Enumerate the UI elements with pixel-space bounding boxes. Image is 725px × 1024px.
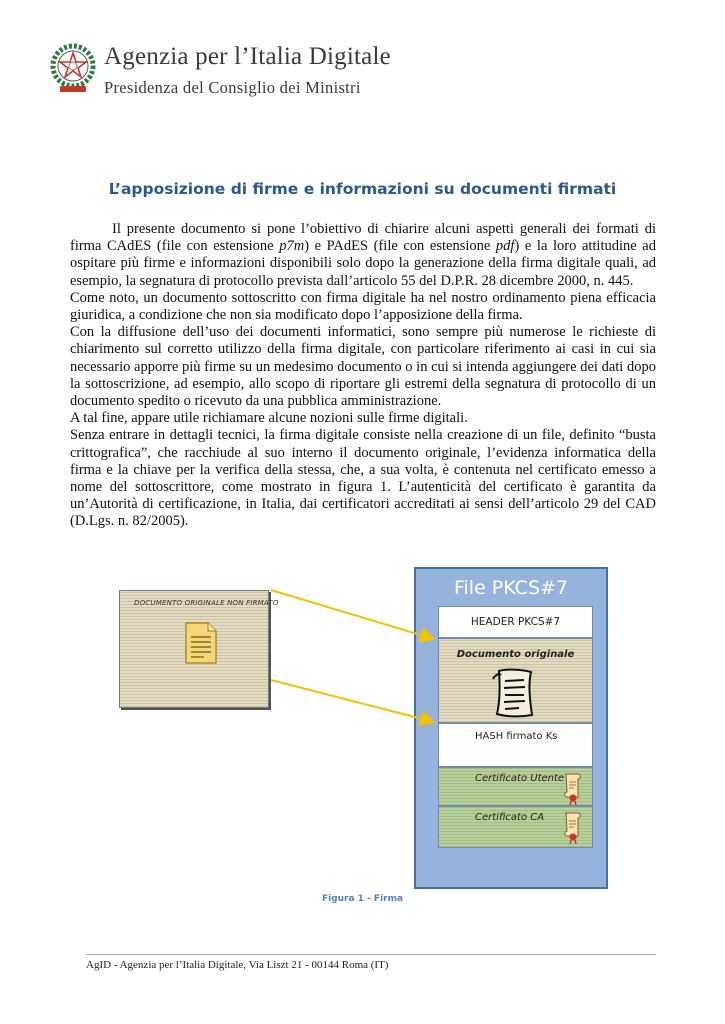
italian-emblem-logo xyxy=(48,40,98,96)
user-certificate-label: Certificato Utente xyxy=(475,773,565,784)
hash-box: HASH firmato Ks xyxy=(438,723,593,767)
connector-arrows xyxy=(0,560,725,910)
signature-diagram xyxy=(0,560,725,910)
paragraph-intro-part: ) e la loro attitudine ad ospitare più firme e informazioni disponibili solo dopo la generazione della firma digitale quali, ad esempio, la segnatura di protocollo prevista dall’articolo 55 del D.P.R. 28 dicembre 2000, n. 445. xyxy=(70,238,656,289)
org-name: Agenzia per l’Italia Digitale xyxy=(104,43,391,70)
ca-certificate-label: Certificato CA xyxy=(475,812,545,823)
document-body xyxy=(70,221,656,531)
arrow-top xyxy=(271,590,434,639)
figure-caption: Figura 1 - Firma xyxy=(321,894,404,904)
arrow-bottom xyxy=(271,680,434,722)
footer-divider xyxy=(86,954,656,955)
original-document-label: DOCUMENTO ORIGINALE NON FIRMATO xyxy=(134,599,279,607)
extension-pdf: pdf xyxy=(495,238,515,255)
paragraph-nozioni: A tal fine, appare utile richiamare alcune nozioni sulle firme digitali. xyxy=(70,410,468,427)
paragraph-diffusione: Con la diffusione dell’uso dei documenti informatici, sono sempre più numerose le richieste di chiarimento sul corretto utilizzo della firma digitale, con particolare riferimento ai casi in cui sia necessario apporre più firme su un medesimo documento o in cui si intenda aggiungere dei dati dopo la sottoscrizione, ad esempio, allo scopo di riportare gli estremi della segnatura di protocollo di un documento spedito o ricevuto da una pubblica amministrazione. xyxy=(70,324,656,410)
extension-p7m: p7m xyxy=(279,238,305,255)
paragraph-intro xyxy=(70,221,656,290)
paragraph-intro-part: Il presente documento si pone l’obiettivo di chiarire alcuni aspetti generali dei formati di firma CAdES (file con estensione xyxy=(70,221,656,255)
paragraph-intro-part: ) e PAdES (file con estensione xyxy=(304,238,496,255)
paragraph-efficacia: Come noto, un documento sottoscritto con firma digitale ha nel nostro ordinamento piena efficacia giuridica, a condizione che non sia modificato dopo l’apposizione della firma. xyxy=(70,289,656,324)
org-subtitle: Presidenza del Consiglio dei Ministri xyxy=(104,78,361,97)
pkcs7-title: File PKCS#7 xyxy=(453,577,569,599)
document-title: L’apposizione di firme e informazioni su documenti firmati xyxy=(108,180,617,198)
header-pkcs7-box: HEADER PKCS#7 xyxy=(438,606,593,638)
paragraph-busta: Senza entrare in dettagli tecnici, la firma digitale consiste nella creazione di un file, definito “busta crittografica”, che racchiude al suo interno il documento originale, l’evidenza informatica della firma e la chiave per la verifica della stessa, che, a sua volta, è contenuta nel certificato emesso a nome del sottoscrittore, come mostrato in figura 1. L’autenticità del certificato è garantita da un’Autorità di certificazione, in Italia, dai certificatori accreditati ai sensi dell’articolo 29 del CAD (D.Lgs. n. 82/2005). xyxy=(70,427,656,530)
original-document-section-label: Documento originale xyxy=(456,649,575,660)
footer-address: AgID - Agenzia per l’Italia Digitale, Via Liszt 21 - 00144 Roma (IT) xyxy=(86,959,389,971)
